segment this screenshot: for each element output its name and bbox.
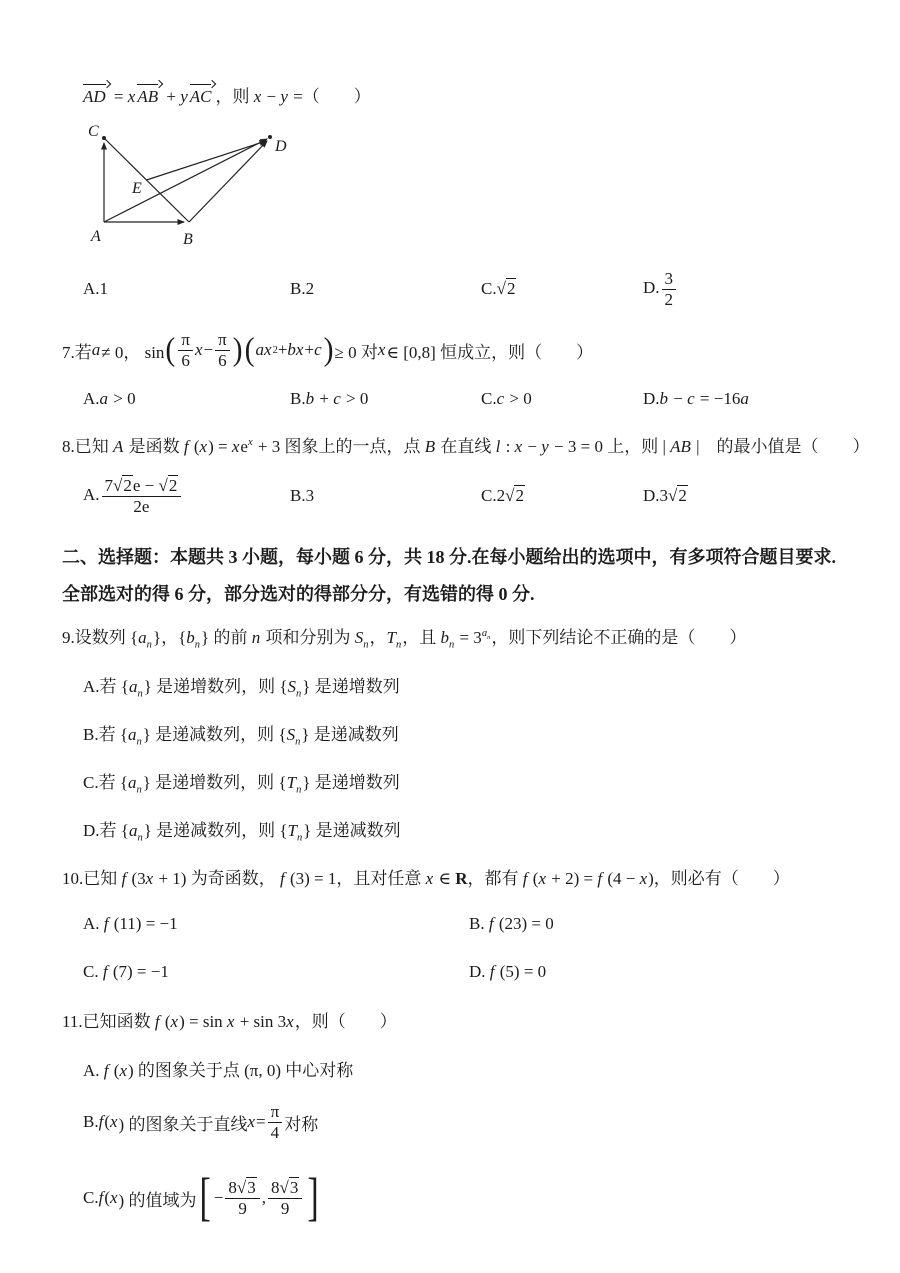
- q10-options-row-2: [83, 959, 842, 985]
- q6-option-a: A.1: [83, 279, 109, 298]
- diagram-edges: [104, 138, 267, 222]
- q11-option-b: B. f ( x ) 的图象关于直线 x = π 4 对称: [83, 1102, 319, 1142]
- point-d-dot: [268, 135, 272, 139]
- q10-stem: 10.已知 f (3x + 1) 为奇函数， f (3) = 1，且对任意 x ∈ R，都有 f (x + 2) = f (4 − x)，则必有（ ）: [62, 869, 790, 889]
- q6-option-c: C.√2: [481, 279, 516, 298]
- q10-option-b: B. f (23) = 0: [469, 914, 554, 934]
- q10-option-a: A. f (11) = −1: [83, 914, 178, 934]
- q7-option-c: C.c > 0: [481, 389, 532, 408]
- label-e: E: [132, 180, 142, 197]
- vector-diagram: [86, 120, 321, 252]
- q8-option-b: B.3: [290, 486, 315, 505]
- q11-options-list: [83, 1056, 842, 1234]
- q10-option-d: D. f (5) = 0: [469, 962, 547, 982]
- q7-stem: 7.若 a ≠ 0， sin ( π 6 x − π 6 ) ( ax 2 + bx + c ) ≥ 0 对 x ∈ [0,8] 恒成立，则（ ）: [62, 329, 594, 370]
- q9-option-a: A.若 $\{a_n\}$ 是递增数列，则 $\{S_n\}$ 是递增数列: [83, 677, 400, 700]
- q8-option-a: A. $\frac{7√2e - √2}{2e}$: [83, 476, 290, 516]
- q7-options-row: [83, 386, 842, 412]
- q9-option-b: B.若 $\{a_n\}$ 是递减数列，则 $\{S_n\}$ 是递减数列: [83, 725, 399, 748]
- q11-option-c: C. f ( x ) 的值域为 [ − 8√3 9 , 8√3 9 ]: [83, 1169, 319, 1227]
- q11-option-a: A. f (x) 的图象关于点 (π, 0) 中心对称: [83, 1061, 354, 1081]
- q10-option-c: C. f (7) = −1: [83, 962, 169, 982]
- section-2-heading: 二、选择题：本题共 3 小题，每小题 6 分，共 18 分.在每小题给出的选项中，有多项符合题目要求.全部选对的得 6 分，部分选对的得部分分，有选错的得 0 分.: [62, 547, 836, 604]
- label-d: D: [275, 138, 287, 155]
- q7-option-a: A.a > 0: [83, 389, 136, 408]
- q6-option-b: B.2: [290, 279, 315, 298]
- q7-option-d: D.b − c = −16a: [643, 389, 749, 408]
- label-a: A: [91, 228, 101, 245]
- q6-figure: [86, 120, 321, 252]
- q6-option-d: D. $\frac{3}{2}$: [643, 269, 842, 309]
- q6-options-row: [83, 266, 842, 312]
- q6-stem-tail: AD = x AB + y AC ，则 x − y =（ ）: [83, 87, 371, 106]
- label-c: C: [88, 123, 99, 140]
- q9-option-c: C.若 $\{a_n\}$ 是递增数列，则 $\{T_n\}$ 是递增数列: [83, 773, 400, 796]
- q8-option-c: C.2√2: [481, 486, 524, 505]
- q9-option-d: D.若 $\{a_n\}$ 是递减数列，则 $\{T_n\}$ 是递减数列: [83, 821, 401, 844]
- q8-stem: 8.已知 A 是函数 f $(x) = xe^x + 3$ 图象上的一点，点 B 在直线 l : x − y − 3 = 0 上，则 | AB | 的最小值是（ ）: [62, 437, 870, 456]
- q9-options-list: [83, 672, 842, 842]
- q8-options-row: [83, 467, 842, 525]
- q10-options-row-1: [83, 911, 842, 937]
- label-b: B: [183, 231, 193, 248]
- q8-option-d: D.3√2: [643, 486, 687, 505]
- q11-stem: 11.已知函数 f (x) = sin x + sin 3x，则（ ）: [62, 1012, 397, 1032]
- q7-option-b: B.b + c > 0: [290, 389, 369, 408]
- point-c-dot: [102, 136, 106, 140]
- q9-stem: 9.设数列 $\{a_n\}$，$\{b_n\}$ 的前 n 项和分别为 $S_n$，$T_n$，且 $b_n = 3^{a_n}$，则下列结论不正确的是（ ）: [62, 627, 747, 651]
